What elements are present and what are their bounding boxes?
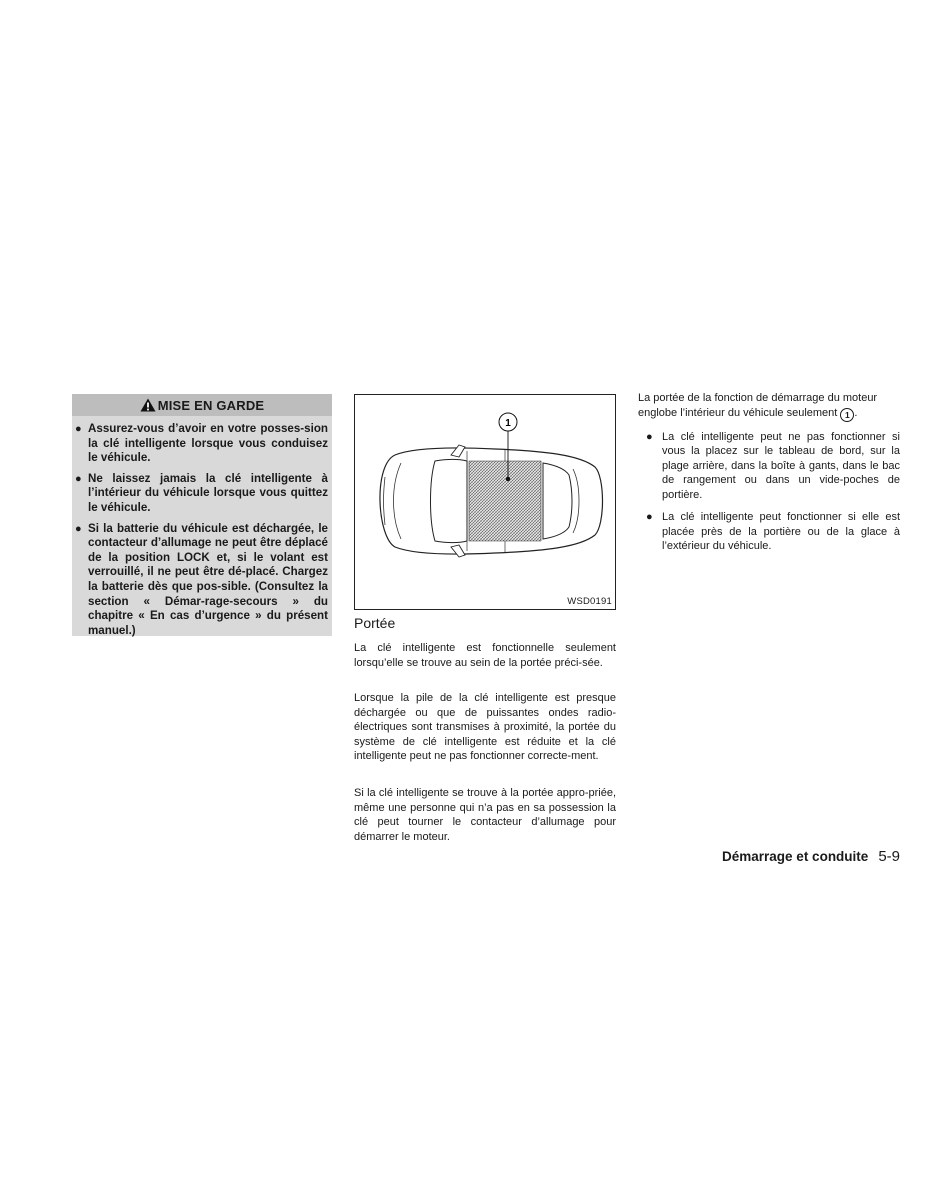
- section-title: Portée: [354, 615, 396, 631]
- range-bullets: [638, 430, 900, 554]
- footer-section-title: Démarrage et conduite: [722, 849, 869, 864]
- page-number: 5-9: [878, 848, 900, 865]
- section-paragraph: Lorsque la pile de la clé intelligente est presque déchargée ou que de puissantes ondes radio-électriques sont transmises à proximité, la portée du système de clé intelligente est réduite et la clé intelligente peut ne pas fonctionner correcte-ment.: [354, 692, 616, 762]
- range-bullet: ● La clé intelligente peut ne pas fonctionner si vous la placez sur le tableau de bord, sur la plage arrière, dans la boîte à gants, dans le bac de rangement ou dans un vide-poches de portière.: [646, 430, 900, 501]
- figure-callout-label: 1: [505, 418, 511, 429]
- range-intro: La portée de la fonction de démarrage du moteur englobe l’intérieur du véhicule seulement 1 .: [638, 392, 878, 420]
- range-bullet: ● La clé intelligente peut fonctionner si elle est placée près de la portière ou de la glace à l’extérieur du véhicule.: [646, 511, 900, 552]
- warning-title: MISE EN GARDE: [157, 397, 265, 413]
- car-range-figure: [354, 394, 616, 610]
- figure-code: WSD0191: [567, 596, 612, 607]
- warning-header: [72, 394, 332, 416]
- warning-triangle-icon: [140, 398, 156, 412]
- warning-item: ● Si la batterie du véhicule est déchargée, le contacteur d’allumage ne peut être déplacé de la position LOCK et, si le volant est verrouillé, il ne peut être dé-placé. Chargez la batterie dès que pos-sible. (Consultez la section « Démar-rage-secours » du chapitre « En cas d’urgence » du présent manuel.): [75, 521, 328, 637]
- car-top-view-illustration: [355, 395, 615, 609]
- warning-item: ● Assurez-vous d’avoir en votre posses-sion la clé intelligente lorsque vous conduisez le véhicule.: [75, 422, 328, 465]
- section-paragraph: Si la clé intelligente se trouve à la portée appro-priée, même une personne qui n’a pas en sa possession la clé peut tourner le contacteur d’allumage pour démarrer le moteur.: [354, 787, 616, 843]
- callout-marker: 1: [840, 408, 854, 422]
- section-paragraph: La clé intelligente est fonctionnelle seulement lorsqu’elle se trouve au sein de la portée préci-sée.: [354, 642, 616, 669]
- warning-item: ● Ne laissez jamais la clé intelligente à l’intérieur du véhicule lorsque vous quittez le véhicule.: [75, 471, 328, 514]
- page-footer: [722, 848, 900, 865]
- warning-box: [72, 394, 332, 636]
- warning-list: [72, 416, 332, 638]
- right-column: [638, 391, 900, 562]
